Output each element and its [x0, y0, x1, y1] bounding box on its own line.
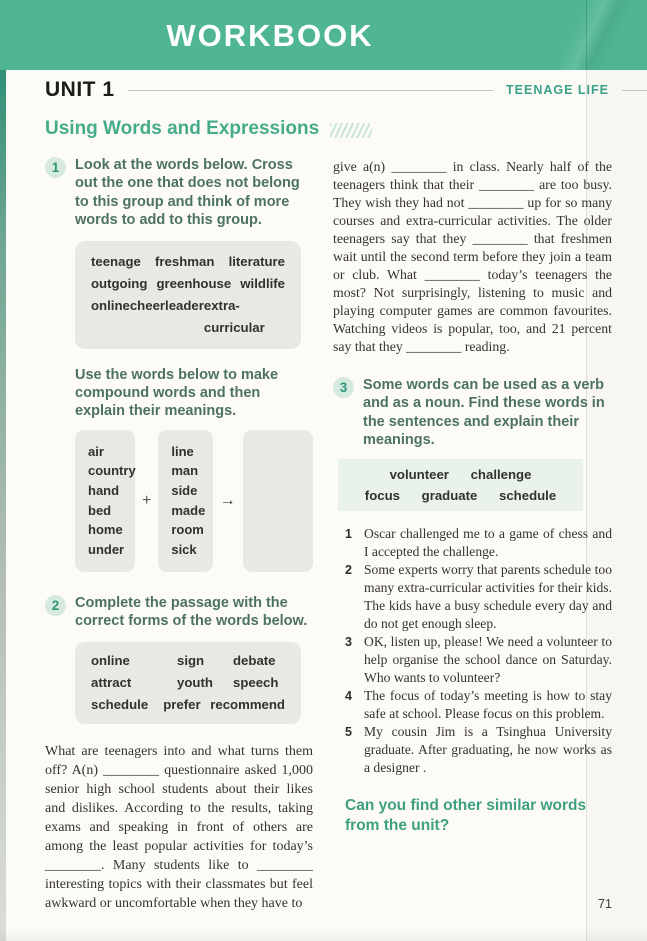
sentence-number: 2	[345, 562, 352, 577]
exercise-3	[333, 376, 612, 450]
scan-shadow	[0, 929, 647, 941]
exercise-number-badge: 2	[45, 595, 66, 616]
cover-fold-highlight	[537, 0, 647, 70]
word: challenge	[470, 466, 532, 482]
word: attract	[91, 674, 132, 690]
word: focus	[364, 487, 400, 503]
section-header	[45, 118, 372, 140]
unit-topic: TEENAGE LIFE	[506, 83, 609, 97]
word: line	[171, 443, 194, 459]
word: schedule	[499, 487, 557, 503]
word: youth	[177, 674, 213, 690]
word: sign	[177, 652, 205, 668]
word: prefer	[163, 696, 201, 712]
plus-icon: +	[142, 491, 152, 509]
word: freshman	[155, 253, 215, 269]
word: cheerleader	[129, 297, 204, 313]
exercise-1	[45, 156, 313, 230]
word: volunteer	[389, 466, 449, 482]
word: under	[88, 541, 125, 557]
word: side	[171, 483, 198, 499]
compound-answer-box	[243, 430, 313, 572]
divider-line-short	[622, 90, 647, 91]
arrow-right-icon: →	[219, 491, 236, 509]
section-title: Using Words and Expressions	[45, 118, 320, 139]
word-row	[91, 650, 285, 672]
left-column	[45, 156, 313, 913]
compound-left-box	[75, 430, 135, 572]
word: wildlife	[240, 275, 285, 291]
word-row	[91, 251, 285, 273]
exercise-3-instruction: Some words can be used as a verb and as a noun. Find these words in the sentences and explain their meanings.	[363, 377, 605, 449]
word-row	[91, 672, 285, 694]
sentence-number: 1	[345, 526, 352, 541]
word: recommend	[210, 696, 285, 712]
sentence-number: 5	[345, 724, 352, 739]
sentence-list	[333, 525, 612, 777]
word: room	[171, 522, 204, 538]
unit-header	[45, 78, 647, 102]
word: graduate	[421, 487, 478, 503]
compound-right-box	[158, 430, 212, 572]
exercise-2-wordbox	[75, 642, 301, 724]
exercise-number-badge: 1	[45, 157, 66, 178]
sentence-item	[333, 723, 612, 777]
word: online	[91, 297, 130, 313]
page-number: 71	[598, 897, 612, 911]
passage-right: give a(n) ________ in class. Nearly half of the teenagers think that their ________ are too busy. They wish they had not ________ up for so many courses and extra-curricular activities. The older teenagers say that they ________ that freshmen wait until the second term before they join a team or club. What ________ today’s teenagers the most? Not surprisingly, listening to music and playing computer games are common favourites. Watching videos is popular, too, and 21 percent say that they ________ reading.	[333, 159, 612, 354]
exercise-1-wordbox	[75, 241, 301, 349]
exercise-number-badge: 3	[333, 377, 354, 398]
word: online	[91, 652, 130, 668]
word-row	[338, 485, 583, 506]
word: hand	[88, 483, 120, 499]
word: sick	[171, 541, 197, 557]
book-spine	[0, 68, 6, 941]
word-row	[91, 694, 285, 716]
divider-line	[128, 90, 494, 91]
word: home	[88, 522, 123, 538]
sentence-number: 3	[345, 634, 352, 649]
sentence-text: OK, listen up, please! We need a volunteer to help organise the school dance on Saturday. Who wants to volunteer?	[364, 633, 612, 685]
word: greenhouse	[156, 275, 232, 291]
word: bed	[88, 502, 112, 518]
workbook-title: WORKBOOK	[166, 18, 374, 53]
sentence-text: Some experts worry that parents schedule too many extra-curricular activities for their kids. The kids have a busy schedule every day and do not get enough sleep.	[364, 561, 612, 631]
word: made	[171, 502, 206, 518]
word: literature	[228, 253, 285, 269]
sentence-item	[333, 561, 612, 633]
word: schedule	[91, 696, 149, 712]
word: teenage	[91, 253, 141, 269]
unit-title: UNIT 1	[45, 78, 115, 101]
header-band	[0, 0, 647, 70]
exercise-1-instruction: Look at the words below. Cross out the one that does not belong to this group and think of more words to add to this group.	[75, 157, 300, 229]
exercise-2	[45, 594, 313, 631]
word: speech	[233, 674, 279, 690]
exercise-2-instruction: Complete the passage with the correct forms of the words below.	[75, 594, 308, 630]
right-column	[333, 156, 612, 837]
word: outgoing	[91, 275, 148, 291]
word: country	[88, 463, 136, 479]
sentence-text: The focus of today’s meeting is how to stay safe at school. Please focus on this problem.	[364, 687, 612, 721]
word: extra-curricular	[203, 297, 265, 335]
sentence-item	[333, 687, 612, 723]
word-row	[338, 464, 583, 485]
passage-left: What are teenagers into and what turns them off? A(n) ________ questionnaire asked 1,000 senior high school students about their likes and dislikes. According to the results, taking exams and speaking in front of others are among the least popular activities for today’s ________. Many students like to ________ interesting topics with their classmates but feel awkward or uncomfortable when they have to	[45, 743, 313, 911]
word: debate	[233, 652, 276, 668]
compound-instruction: Use the words below to make compound words and then explain their meanings.	[75, 366, 279, 420]
word-row	[91, 273, 285, 295]
sentence-text: Oscar challenged me to a game of chess and I accepted the challenge.	[364, 525, 612, 559]
sentence-item	[333, 633, 612, 687]
sentence-number: 4	[345, 688, 352, 703]
compound-boxes	[75, 430, 313, 572]
hatch-decoration-icon	[330, 123, 372, 138]
sentence-item	[333, 525, 612, 561]
exercise-3-wordbox	[338, 459, 583, 511]
sentence-text: My cousin Jim is a Tsinghua University graduate. After graduating, he now works as a designer .	[364, 723, 612, 775]
word: air	[88, 443, 104, 459]
word-row	[91, 295, 285, 339]
page-edge-crease	[586, 0, 587, 70]
word: man	[171, 463, 199, 479]
follow-up-question: Can you find other similar words from the unit?	[345, 796, 587, 835]
